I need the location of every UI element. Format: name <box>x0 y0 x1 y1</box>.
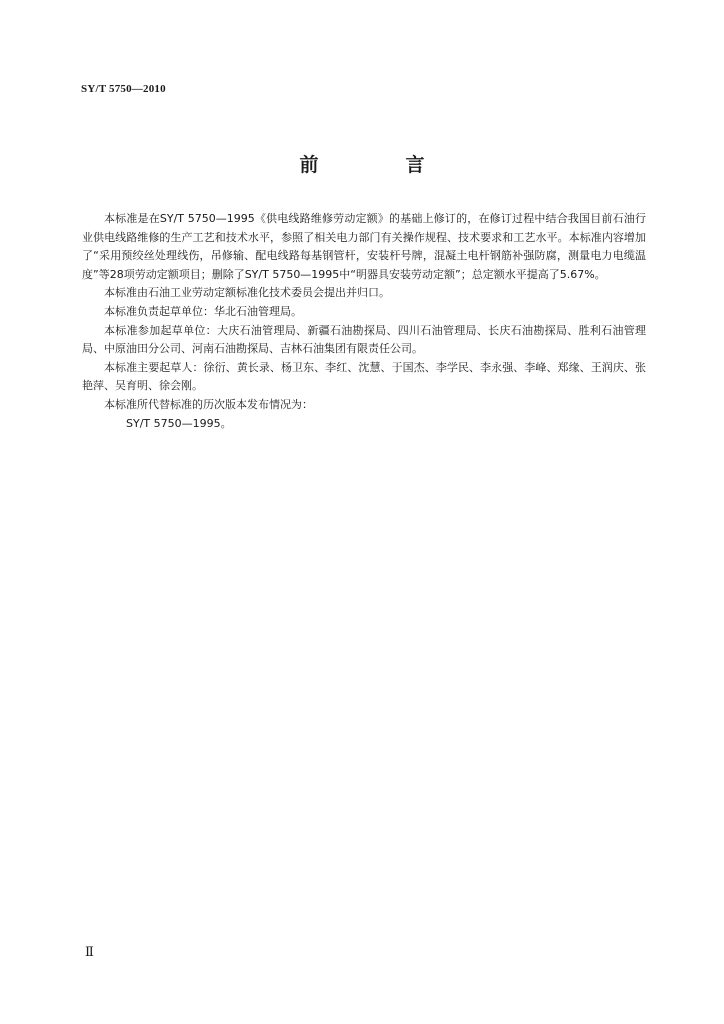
paragraph-revision-basis: 本标准是在SY/T 5750—1995《供电线路维修劳动定额》的基础上修订的，在修订过程中结合我国目前石油行业供电线路维修的生产工艺和技术水平，参照了相关电力部门有关操作规程、技术要求和工艺水平。本标准内容增加了“采用预绞丝处理线伤，吊修输、配电线路每基钢管杆，安装杆号牌，混凝土电杆钢筋补强防腐，测量电力电缆温度”等28项劳动定额项目；删除了SY/T 5750—1995中“明器具安装劳动定额”；总定额水平提高了5.67%。 <box>82 212 646 281</box>
page-number: Ⅱ <box>85 945 94 960</box>
paragraph-main-drafters: 本标准主要起草人：徐衍、黄长录、杨卫东、李红、沈慧、于国杰、李学民、李永强、李峰、郑缘、王润庆、张艳萍、吴育明、徐会刚。 <box>82 360 646 393</box>
paragraph-proposer: 本标准由石油工业劳动定额标准化技术委员会提出并归口。 <box>104 286 390 300</box>
foreword-body <box>82 210 646 433</box>
page-title: 前 言 <box>299 154 459 176</box>
paragraph-participating-drafters: 本标准参加起草单位：大庆石油管理局、新疆石油勘探局、四川石油管理局、长庆石油勘探局、胜利石油管理局、中原油田分公司、河南石油勘探局、吉林石油集团有限责任公司。 <box>82 323 646 356</box>
standard-code: SY/T 5750—2010 <box>81 83 166 95</box>
paragraph-lead-drafter: 本标准负责起草单位：华北石油管理局。 <box>104 304 302 318</box>
history-item: SY/T 5750—1995。 <box>126 416 232 430</box>
paragraph-history-intro: 本标准所代替标准的历次版本发布情况为： <box>104 397 313 411</box>
